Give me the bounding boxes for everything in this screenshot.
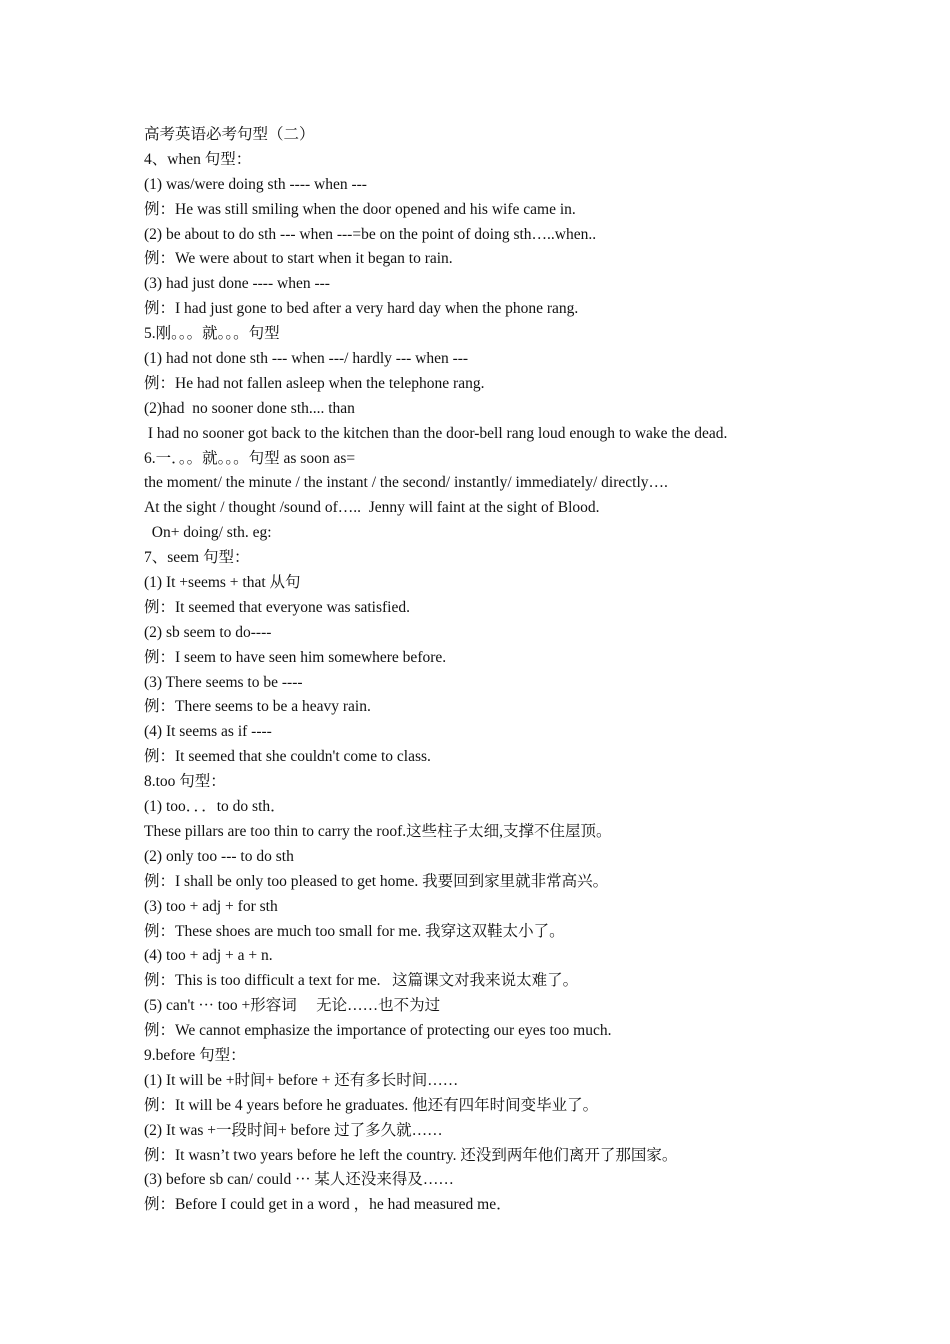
text-line: 例：It seemed that she couldn't come to class.	[144, 748, 431, 766]
text-line: (2) only too --- to do sth	[144, 847, 294, 865]
text-line: (4) It seems as if ----	[144, 723, 272, 741]
text-line: (1) was/were doing sth ---- when ---	[144, 175, 367, 193]
text-line: 4、when 句型：	[144, 150, 252, 168]
text-line: (4) too + adj + a + n.	[144, 947, 273, 965]
text-line: (2)had no sooner done sth.... than	[144, 399, 355, 417]
text-line: 例：I seem to have seen him somewhere before.	[144, 648, 447, 666]
text-line: 例：He was still smiling when the door opened and his wife came in.	[144, 200, 576, 218]
text-line: (3) too + adj + for sth	[144, 897, 278, 915]
text-line: 5.刚。。。就。。。句型	[144, 325, 280, 343]
text-line: (1) too．．．to do sth．	[144, 798, 286, 816]
text-line: At the sight / thought /sound of….. Jenny will faint at the sight of Blood.	[144, 499, 600, 517]
text-line: 6.一．。。就。。。句型 as soon as=	[144, 449, 356, 467]
text-line: 例：Before I could get in a word ，he had measured me．	[144, 1196, 512, 1214]
text-line: 例：It seemed that everyone was satisfied.	[144, 598, 410, 616]
text-line: (1) It +seems + that 从句	[144, 574, 301, 592]
text-line: the moment/ the minute / the instant / the second/ instantly/ immediately/ directly….	[144, 474, 668, 492]
text-line: These pillars are too thin to carry the roof.这些柱子太细,支撑不住屋顶。	[144, 822, 612, 840]
text-line: 8.too 句型：	[144, 773, 226, 791]
text-line: (3) had just done ---- when ---	[144, 275, 330, 293]
text-line: (1) had not done sth --- when ---/ hardly --- when ---	[144, 350, 469, 368]
document-body	[144, 123, 844, 1218]
text-line: (1) It will be +时间+ before + 还有多长时间……	[144, 1071, 459, 1089]
text-line: 例：It will be 4 years before he graduates. 他还有四年时间变毕业了。	[144, 1096, 599, 1114]
text-line: 9.before 句型：	[144, 1046, 246, 1064]
text-line: 例：We were about to start when it began to rain.	[144, 250, 453, 268]
text-line: (2) It was +一段时间+ before 过了多久就……	[144, 1121, 443, 1139]
text-line: 例：He had not fallen asleep when the telephone rang.	[144, 374, 485, 392]
text-line: (3) There seems to be ----	[144, 673, 303, 691]
text-line: (2) sb seem to do----	[144, 623, 272, 641]
text-line: 例：I had just gone to bed after a very hard day when the phone rang.	[144, 300, 579, 318]
text-line: 例：This is too difficult a text for me. 这篇课文对我来说太难了。	[144, 972, 579, 990]
text-line: 例：We cannot emphasize the importance of protecting our eyes too much.	[144, 1022, 612, 1040]
text-line: 7、seem 句型：	[144, 549, 250, 567]
text-line: 高考英语必考句型（二）	[144, 126, 315, 143]
text-line: (5) can't ··· too +形容词 无论……也不为过	[144, 997, 441, 1015]
text-line: 例：There seems to be a heavy rain.	[144, 698, 371, 716]
text-line: 例：It wasn’t two years before he left the country. 还没到两年他们离开了那国家。	[144, 1146, 678, 1164]
text-line: 例：I shall be only too pleased to get home. 我要回到家里就非常高兴。	[144, 872, 609, 890]
text-line: I had no sooner got back to the kitchen than the door-bell rang loud enough to wake the dead.	[144, 424, 728, 442]
text-line: On+ doing/ sth. eg:	[144, 524, 272, 542]
text-line: (3) before sb can/ could ··· 某人还没来得及……	[144, 1171, 454, 1189]
text-line: (2) be about to do sth --- when ---=be on the point of doing sth…..when..	[144, 225, 597, 243]
text-line: 例：These shoes are much too small for me. 我穿这双鞋太小了。	[144, 922, 565, 940]
